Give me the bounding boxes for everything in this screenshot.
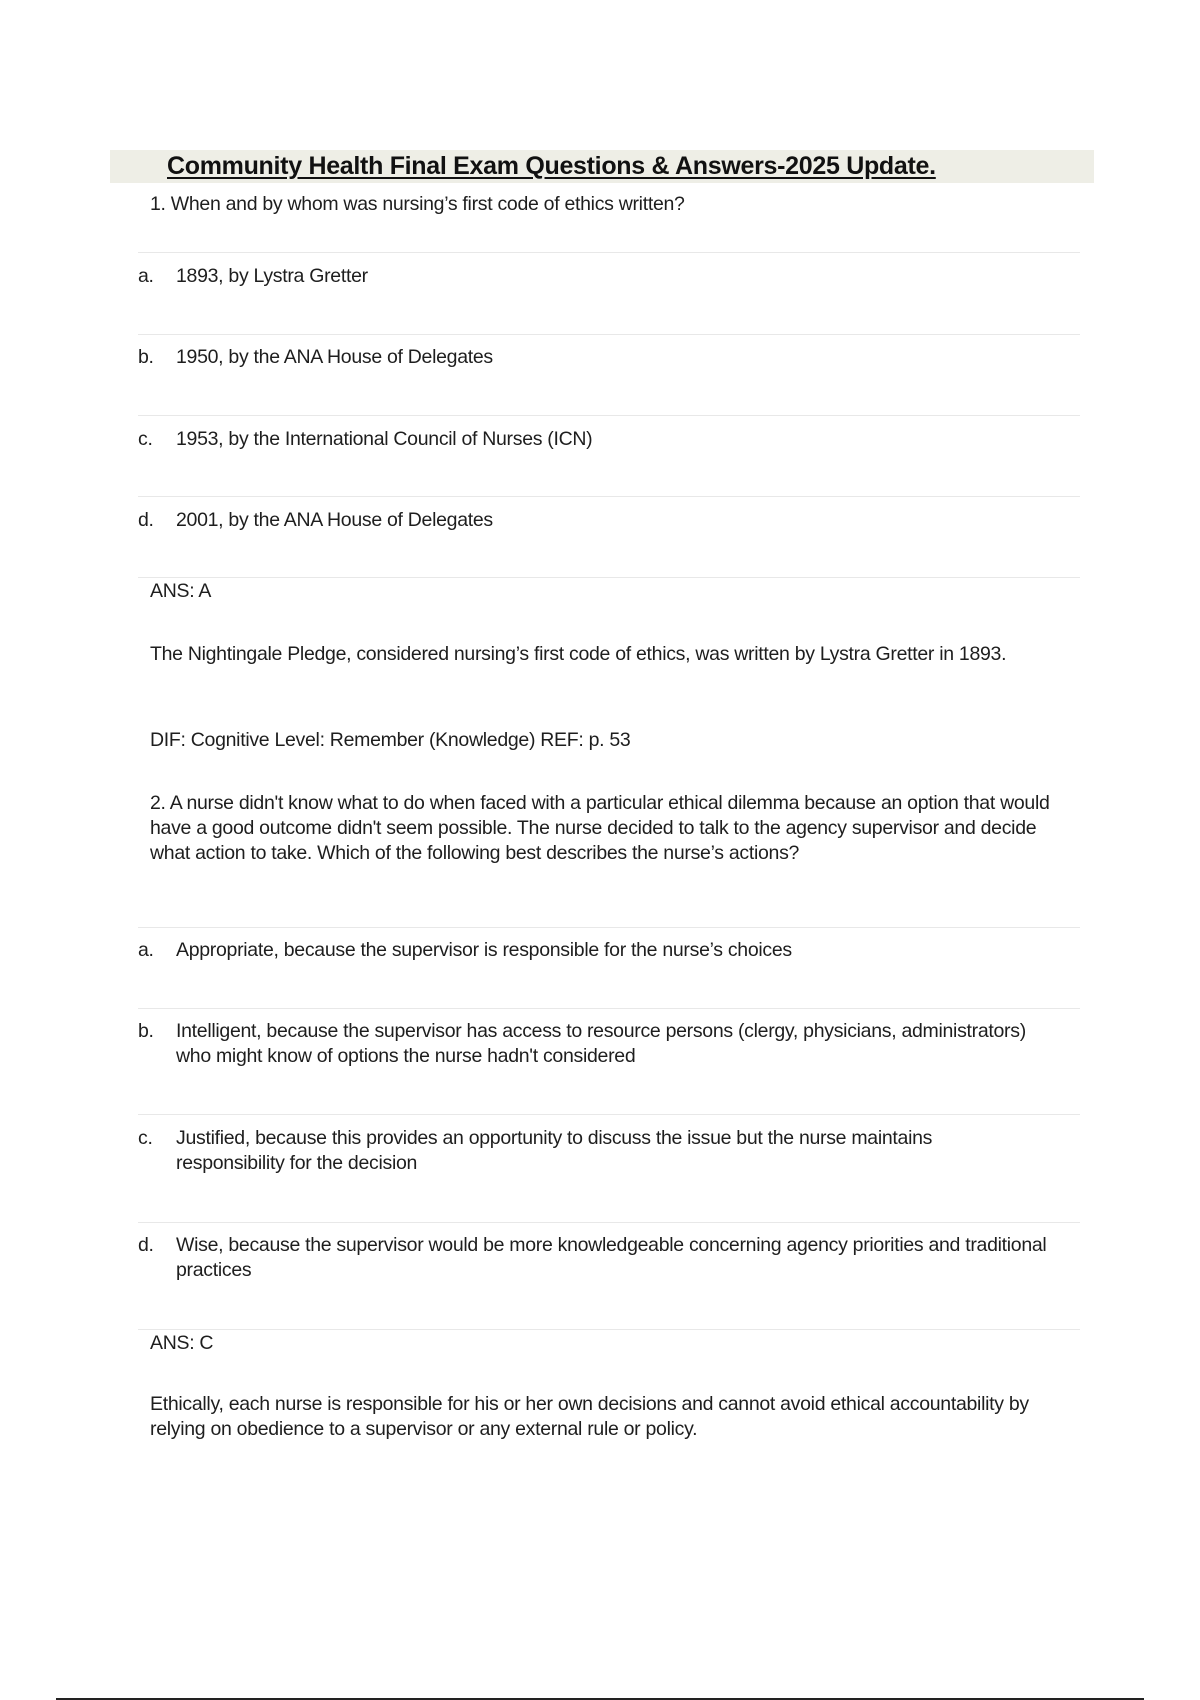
- question-2-rationale: Ethically, each nurse is responsible for his or her own decisions and cannot avoid ethical accountability by relying on obedience to a supervisor or any external rule or policy.: [150, 1393, 1029, 1440]
- option-text: 1950, by the ANA House of Delegates: [176, 346, 493, 368]
- divider: [138, 577, 1080, 578]
- option-text: Appropriate, because the supervisor is responsible for the nurse’s choices: [176, 939, 792, 961]
- divider: [138, 927, 1080, 928]
- question-2-stem: 2. A nurse didn't know what to do when faced with a particular ethical dilemma because an option that would have a good outcome didn't seem possible. The nurse decided to talk to the agency supervisor and decide what action to take. Which of the following best describes the nurse’s actions?: [150, 792, 1050, 864]
- question-2-answer: ANS: C: [150, 1332, 214, 1354]
- option-text: 1953, by the International Council of Nurses (ICN): [176, 428, 593, 450]
- divider: [138, 334, 1080, 335]
- question-1-meta: DIF: Cognitive Level: Remember (Knowledge) REF: p. 53: [150, 729, 631, 751]
- document-title: Community Health Final Exam Questions & Answers-2025 Update.: [167, 152, 936, 180]
- option-letter: d.: [138, 1234, 154, 1256]
- option-letter: c.: [138, 428, 153, 450]
- divider: [138, 1329, 1080, 1330]
- question-1-rationale: The Nightingale Pledge, considered nursing’s first code of ethics, was written by Lystra Gretter in 1893.: [150, 643, 1007, 665]
- question-1-stem: 1. When and by whom was nursing’s first code of ethics written?: [150, 193, 685, 215]
- option-letter: c.: [138, 1127, 153, 1149]
- option-text: Wise, because the supervisor would be more knowledgeable concerning agency priorities and traditional practices: [176, 1234, 1047, 1281]
- option-letter: a.: [138, 939, 154, 961]
- divider: [138, 252, 1080, 253]
- divider: [138, 415, 1080, 416]
- option-letter: b.: [138, 1020, 154, 1042]
- option-text: Justified, because this provides an opportunity to discuss the issue but the nurse maintains responsibility for the decision: [176, 1127, 933, 1174]
- option-text: Intelligent, because the supervisor has access to resource persons (clergy, physicians, administrators) who might know of options the nurse hadn't considered: [176, 1020, 1026, 1067]
- option-text: 1893, by Lystra Gretter: [176, 265, 368, 287]
- option-letter: a.: [138, 265, 154, 287]
- option-text: 2001, by the ANA House of Delegates: [176, 509, 493, 531]
- divider: [138, 496, 1080, 497]
- question-1-answer: ANS: A: [150, 580, 212, 602]
- divider: [138, 1222, 1080, 1223]
- divider: [138, 1008, 1080, 1009]
- option-letter: b.: [138, 346, 154, 368]
- divider: [138, 1114, 1080, 1115]
- option-letter: d.: [138, 509, 154, 531]
